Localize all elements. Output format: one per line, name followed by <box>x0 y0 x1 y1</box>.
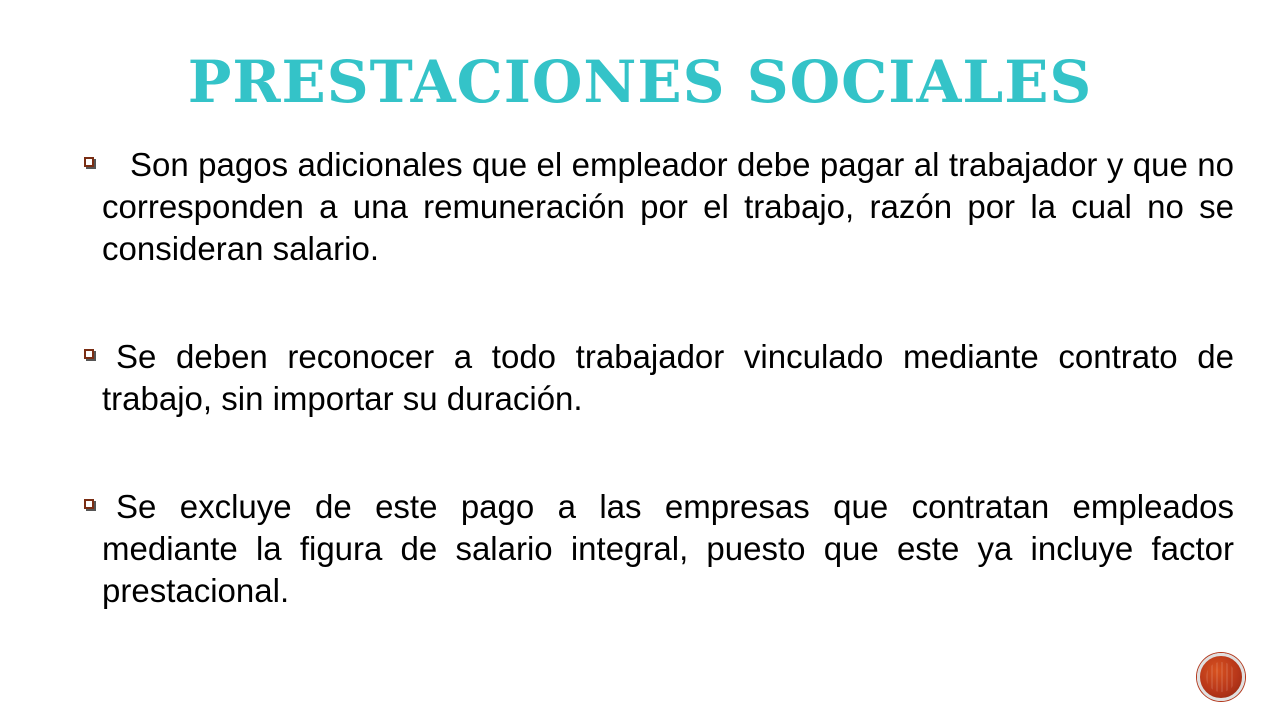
slide-title: PRESTACIONES SOCIALES <box>187 48 1093 116</box>
orange-circle-badge-icon <box>1197 653 1245 701</box>
bullet-text: Se deben reconocer a todo trabajador vinculado mediante contrato de trabajo, sin importar su duración. <box>102 338 1234 417</box>
bullet-item <box>102 336 1234 420</box>
bullet-text: Son pagos adicionales que el empleador debe pagar al trabajador y que no corresponden a una remuneración por el trabajo, razón por la cual no se consideran salario. <box>102 146 1234 267</box>
square-bullet-icon <box>84 157 94 167</box>
bullet-item <box>102 486 1234 612</box>
square-bullet-icon <box>84 349 94 359</box>
bullet-item <box>102 144 1234 270</box>
bullet-text: Se excluye de este pago a las empresas que contratan empleados mediante la figura de salario integral, puesto que este ya incluye factor prestacional. <box>102 488 1234 609</box>
square-bullet-icon <box>84 499 94 509</box>
bullet-list <box>102 144 1234 612</box>
